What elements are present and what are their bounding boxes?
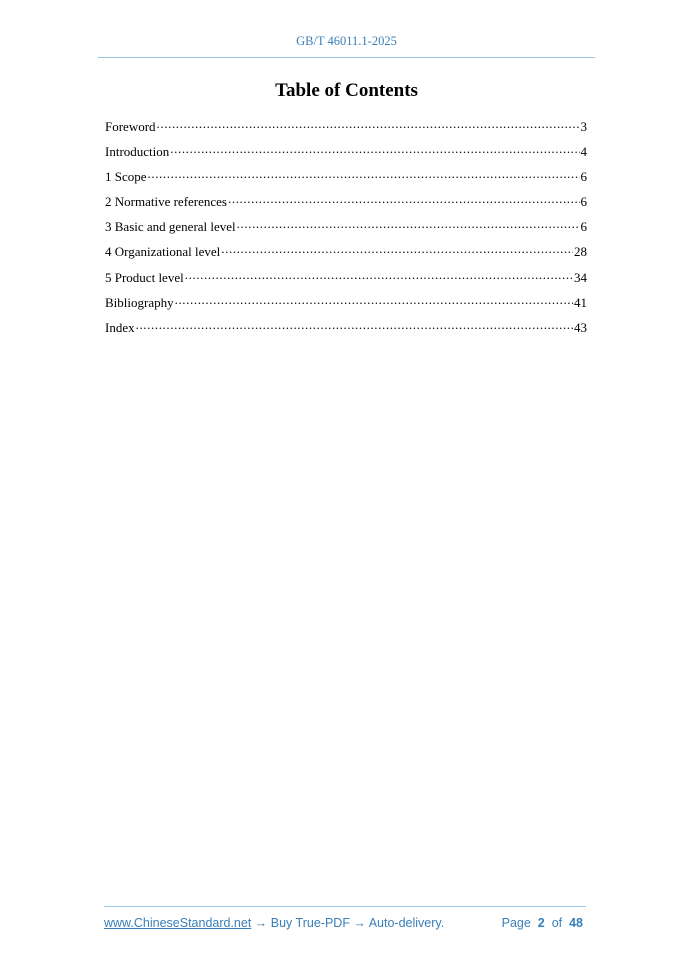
dot-leader xyxy=(136,318,573,332)
page-of-label: of xyxy=(551,916,563,930)
toc-entry-label: 5 Product level xyxy=(105,269,184,285)
page-label: Page xyxy=(501,916,531,930)
toc-entry-label: 3 Basic and general level xyxy=(105,219,236,235)
toc-entry-page: 41 xyxy=(574,294,587,310)
toc-entry-page: 3 xyxy=(580,119,587,134)
toc-entry-page: 6 xyxy=(580,194,587,210)
dot-leader xyxy=(185,268,573,282)
page-indicator xyxy=(502,916,583,930)
toc-entry-label: Bibliography xyxy=(105,294,174,310)
toc-entry-basic-and-general-level[interactable] xyxy=(105,217,587,242)
footer-promo xyxy=(104,916,444,930)
toc-entry-page: 6 xyxy=(580,169,587,185)
auto-delivery-text: Auto-delivery. xyxy=(368,916,445,930)
toc-entry-label: Foreword xyxy=(105,119,156,134)
toc-entry-index[interactable] xyxy=(105,318,587,343)
toc-entry-label: Index xyxy=(105,319,135,335)
buy-pdf-text: Buy True-PDF xyxy=(270,916,350,930)
total-pages-number: 48 xyxy=(569,916,583,930)
dot-leader xyxy=(237,217,580,231)
toc-entry-label: 4 Organizational level xyxy=(105,244,221,260)
toc-entry-page: 28 xyxy=(574,244,587,260)
dot-leader xyxy=(148,167,580,181)
toc-list xyxy=(105,117,587,343)
dot-leader xyxy=(157,117,580,131)
toc-entry-bibliography[interactable] xyxy=(105,293,587,318)
dot-leader xyxy=(175,293,573,307)
toc-entry-normative-references[interactable] xyxy=(105,192,587,217)
toc-entry-label: Introduction xyxy=(105,144,170,160)
toc-entry-product-level[interactable] xyxy=(105,268,587,293)
toc-entry-foreword[interactable] xyxy=(105,117,587,142)
website-link[interactable]: www.ChineseStandard.net xyxy=(104,916,252,930)
toc-entry-scope[interactable] xyxy=(105,167,587,192)
header-divider xyxy=(98,57,595,58)
document-code: GB/T 46011.1-2025 xyxy=(296,34,397,48)
arrow-right-icon: → xyxy=(251,916,271,930)
arrow-right-icon: → xyxy=(349,916,369,930)
toc-entry-page: 34 xyxy=(574,269,587,285)
current-page-number: 2 xyxy=(537,916,545,930)
dot-leader xyxy=(170,142,579,156)
dot-leader xyxy=(228,192,580,206)
toc-entry-introduction[interactable] xyxy=(105,142,587,167)
page-footer xyxy=(104,916,586,934)
dot-leader xyxy=(221,242,573,256)
toc-entry-page: 4 xyxy=(580,144,587,160)
toc-title: Table of Contents xyxy=(275,80,418,101)
footer-divider xyxy=(104,906,586,907)
toc-entry-label: 2 Normative references xyxy=(105,194,227,210)
toc-entry-page: 43 xyxy=(574,319,587,335)
toc-entry-page: 6 xyxy=(580,219,587,235)
toc-entry-organizational-level[interactable] xyxy=(105,242,587,267)
toc-entry-label: 1 Scope xyxy=(105,169,147,185)
